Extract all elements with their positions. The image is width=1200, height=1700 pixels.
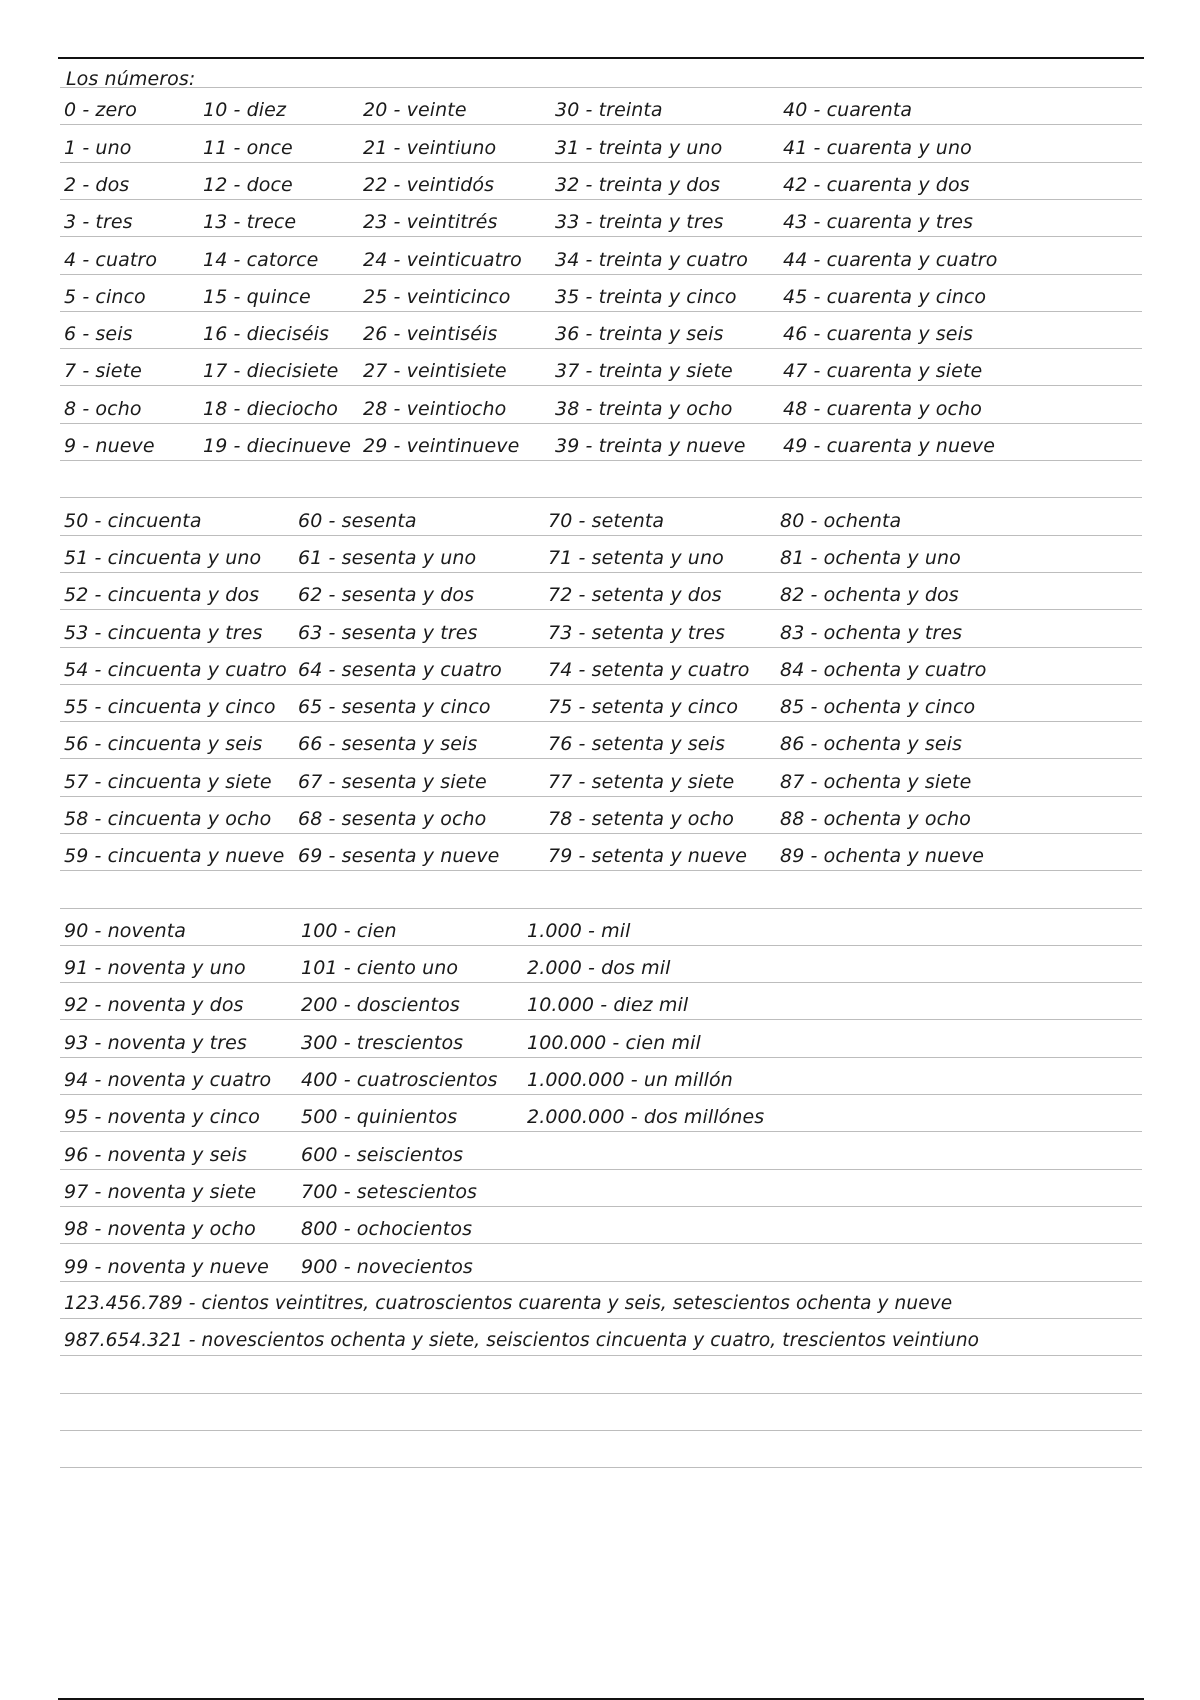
- number-entry: 46 - cuarenta y seis: [783, 323, 973, 345]
- number-entry: 6 - seis: [64, 323, 133, 345]
- number-entry: 52 - cincuenta y dos: [64, 584, 260, 606]
- number-entry: 400 - cuatroscientos: [301, 1069, 498, 1091]
- number-entry: 15 - quince: [203, 286, 311, 308]
- example-number: 123.456.789 - cientos veintitres, cuatroscientos cuarenta y seis, setescientos ochenta y nueve: [64, 1293, 953, 1314]
- number-entry: 81 - ochenta y uno: [780, 547, 961, 569]
- number-entry: 4 - cuatro: [64, 249, 158, 271]
- number-entry: 3 - tres: [64, 211, 133, 233]
- ruled-line: [60, 1057, 1142, 1058]
- number-entry: 92 - noventa y dos: [64, 994, 244, 1016]
- ruled-line: [60, 1131, 1142, 1132]
- ruled-line: [60, 1206, 1142, 1207]
- number-entry: 14 - catorce: [203, 249, 319, 271]
- number-entry: 20 - veinte: [363, 99, 467, 121]
- number-entry: 83 - ochenta y tres: [780, 622, 963, 644]
- number-entry: 2.000.000 - dos millónes: [527, 1106, 765, 1128]
- number-entry: 77 - setenta y siete: [548, 771, 735, 793]
- number-entry: 27 - veintisiete: [363, 360, 507, 382]
- number-entry: 28 - veintiocho: [363, 398, 507, 420]
- ruled-line: [60, 1019, 1142, 1020]
- ruled-line: [60, 870, 1142, 871]
- number-entry: 41 - cuarenta y uno: [783, 137, 972, 159]
- number-entry: 62 - sesenta y dos: [298, 584, 475, 606]
- number-entry: 2.000 - dos mil: [527, 957, 671, 979]
- number-entry: 63 - sesenta y tres: [298, 622, 478, 644]
- number-entry: 44 - cuarenta y cuatro: [783, 249, 998, 271]
- number-entry: 93 - noventa y tres: [64, 1032, 247, 1054]
- number-entry: 800 - ochocientos: [301, 1218, 473, 1240]
- number-entry: 58 - cincuenta y ocho: [64, 808, 272, 830]
- number-entry: 200 - doscientos: [301, 994, 460, 1016]
- number-entry: 61 - sesenta y uno: [298, 547, 477, 569]
- ruled-line: [60, 1467, 1142, 1468]
- number-entry: 64 - sesenta y cuatro: [298, 659, 502, 681]
- number-entry: 7 - siete: [64, 360, 142, 382]
- number-entry: 68 - sesenta y ocho: [298, 808, 487, 830]
- number-entry: 86 - ochenta y seis: [780, 733, 963, 755]
- number-entry: 37 - treinta y siete: [555, 360, 733, 382]
- ruled-line: [60, 348, 1142, 349]
- number-entry: 85 - ochenta y cinco: [780, 696, 976, 718]
- ruled-line: [60, 199, 1142, 200]
- number-entry: 31 - treinta y uno: [555, 137, 723, 159]
- number-entry: 2 - dos: [64, 174, 130, 196]
- ruled-line: [60, 274, 1142, 275]
- ruled-line: [60, 162, 1142, 163]
- number-entry: 67 - sesenta y siete: [298, 771, 487, 793]
- number-entry: 10.000 - diez mil: [527, 994, 689, 1016]
- number-entry: 56 - cincuenta y seis: [64, 733, 263, 755]
- number-entry: 47 - cuarenta y siete: [783, 360, 983, 382]
- number-entry: 90 - noventa: [64, 920, 187, 942]
- number-entry: 87 - ochenta y siete: [780, 771, 972, 793]
- ruled-line: [60, 311, 1142, 312]
- number-entry: 29 - veintinueve: [363, 435, 520, 457]
- number-entry: 100.000 - cien mil: [527, 1032, 701, 1054]
- number-entry: 59 - cincuenta y nueve: [64, 845, 285, 867]
- number-entry: 17 - diecisiete: [203, 360, 339, 382]
- number-entry: 36 - treinta y seis: [555, 323, 724, 345]
- number-entry: 12 - doce: [203, 174, 293, 196]
- ruled-line: [60, 1094, 1142, 1095]
- number-entry: 91 - noventa y uno: [64, 957, 246, 979]
- number-entry: 10 - diez: [203, 99, 287, 121]
- ruled-line: [60, 1243, 1142, 1244]
- number-entry: 100 - cien: [301, 920, 397, 942]
- number-entry: 16 - dieciséis: [203, 323, 330, 345]
- number-entry: 26 - veintiséis: [363, 323, 498, 345]
- number-entry: 900 - novecientos: [301, 1256, 473, 1278]
- page-top-border: [58, 57, 1144, 59]
- number-entry: 69 - sesenta y nueve: [298, 845, 500, 867]
- number-entry: 0 - zero: [64, 99, 137, 121]
- ruled-line: [60, 1355, 1142, 1356]
- number-entry: 57 - cincuenta y siete: [64, 771, 272, 793]
- number-entry: 49 - cuarenta y nueve: [783, 435, 996, 457]
- number-entry: 35 - treinta y cinco: [555, 286, 737, 308]
- number-entry: 78 - setenta y ocho: [548, 808, 734, 830]
- number-entry: 43 - cuarenta y tres: [783, 211, 974, 233]
- ruled-line: [60, 1318, 1142, 1319]
- number-entry: 65 - sesenta y cinco: [298, 696, 491, 718]
- number-entry: 75 - setenta y cinco: [548, 696, 739, 718]
- number-entry: 1.000.000 - un millón: [527, 1069, 733, 1091]
- ruled-line: [60, 1281, 1142, 1282]
- ruled-line: [60, 236, 1142, 237]
- number-entry: 13 - trece: [203, 211, 297, 233]
- number-entry: 79 - setenta y nueve: [548, 845, 748, 867]
- number-entry: 48 - cuarenta y ocho: [783, 398, 982, 420]
- number-entry: 600 - seiscientos: [301, 1144, 464, 1166]
- number-entry: 5 - cinco: [64, 286, 146, 308]
- number-entry: 97 - noventa y siete: [64, 1181, 257, 1203]
- number-entry: 22 - veintidós: [363, 174, 495, 196]
- ruled-line: [60, 460, 1142, 461]
- ruled-line: [60, 1169, 1142, 1170]
- ruled-line: [60, 497, 1142, 498]
- ruled-line: [60, 982, 1142, 983]
- ruled-line: [60, 684, 1142, 685]
- ruled-line: [60, 423, 1142, 424]
- number-entry: 88 - ochenta y ocho: [780, 808, 972, 830]
- number-entry: 24 - veinticuatro: [363, 249, 522, 271]
- ruled-line: [60, 1393, 1142, 1394]
- number-entry: 70 - setenta: [548, 510, 665, 532]
- number-entry: 21 - veintiuno: [363, 137, 497, 159]
- number-entry: 32 - treinta y dos: [555, 174, 721, 196]
- number-entry: 1.000 - mil: [527, 920, 631, 942]
- number-entry: 34 - treinta y cuatro: [555, 249, 748, 271]
- number-entry: 30 - treinta: [555, 99, 663, 121]
- number-entry: 39 - treinta y nueve: [555, 435, 746, 457]
- ruled-line: [60, 945, 1142, 946]
- number-entry: 54 - cincuenta y cuatro: [64, 659, 287, 681]
- number-entry: 60 - sesenta: [298, 510, 417, 532]
- number-entry: 66 - sesenta y seis: [298, 733, 478, 755]
- number-entry: 38 - treinta y ocho: [555, 398, 733, 420]
- number-entry: 76 - setenta y seis: [548, 733, 725, 755]
- number-entry: 99 - noventa y nueve: [64, 1256, 269, 1278]
- number-entry: 51 - cincuenta y uno: [64, 547, 262, 569]
- page-title: Los números:: [66, 68, 196, 90]
- number-entry: 84 - ochenta y cuatro: [780, 659, 987, 681]
- number-entry: 18 - dieciocho: [203, 398, 339, 420]
- ruled-line: [60, 647, 1142, 648]
- ruled-line: [60, 124, 1142, 125]
- number-entry: 53 - cincuenta y tres: [64, 622, 263, 644]
- number-entry: 300 - trescientos: [301, 1032, 464, 1054]
- number-entry: 96 - noventa y seis: [64, 1144, 247, 1166]
- number-entry: 45 - cuarenta y cinco: [783, 286, 987, 308]
- number-entry: 23 - veintitrés: [363, 211, 498, 233]
- number-entry: 74 - setenta y cuatro: [548, 659, 750, 681]
- number-entry: 82 - ochenta y dos: [780, 584, 959, 606]
- number-entry: 33 - treinta y tres: [555, 211, 724, 233]
- number-entry: 42 - cuarenta y dos: [783, 174, 970, 196]
- number-entry: 8 - ocho: [64, 398, 142, 420]
- number-entry: 25 - veinticinco: [363, 286, 511, 308]
- number-entry: 500 - quinientos: [301, 1106, 458, 1128]
- number-entry: 700 - setescientos: [301, 1181, 478, 1203]
- number-entry: 98 - noventa y ocho: [64, 1218, 256, 1240]
- number-entry: 89 - ochenta y nueve: [780, 845, 985, 867]
- ruled-line: [60, 908, 1142, 909]
- number-entry: 94 - noventa y cuatro: [64, 1069, 272, 1091]
- ruled-line: [60, 385, 1142, 386]
- number-entry: 9 - nueve: [64, 435, 155, 457]
- ruled-line: [60, 535, 1142, 536]
- ruled-line: [60, 87, 1142, 88]
- number-entry: 73 - setenta y tres: [548, 622, 726, 644]
- example-number: 987.654.321 - novescientos ochenta y siete, seiscientos cincuenta y cuatro, trescientos veintiuno: [64, 1330, 980, 1351]
- number-entry: 71 - setenta y uno: [548, 547, 724, 569]
- ruled-line: [60, 796, 1142, 797]
- number-entry: 72 - setenta y dos: [548, 584, 722, 606]
- ruled-line: [60, 572, 1142, 573]
- ruled-line: [60, 758, 1142, 759]
- ruled-line: [60, 1430, 1142, 1431]
- ruled-line: [60, 721, 1142, 722]
- number-entry: 1 - uno: [64, 137, 132, 159]
- number-entry: 80 - ochenta: [780, 510, 902, 532]
- ruled-line: [60, 833, 1142, 834]
- number-entry: 19 - diecinueve: [203, 435, 352, 457]
- number-entry: 50 - cincuenta: [64, 510, 202, 532]
- ruled-line: [60, 609, 1142, 610]
- number-entry: 55 - cincuenta y cinco: [64, 696, 276, 718]
- number-entry: 11 - once: [203, 137, 293, 159]
- number-entry: 40 - cuarenta: [783, 99, 913, 121]
- number-entry: 101 - ciento uno: [301, 957, 459, 979]
- number-entry: 95 - noventa y cinco: [64, 1106, 261, 1128]
